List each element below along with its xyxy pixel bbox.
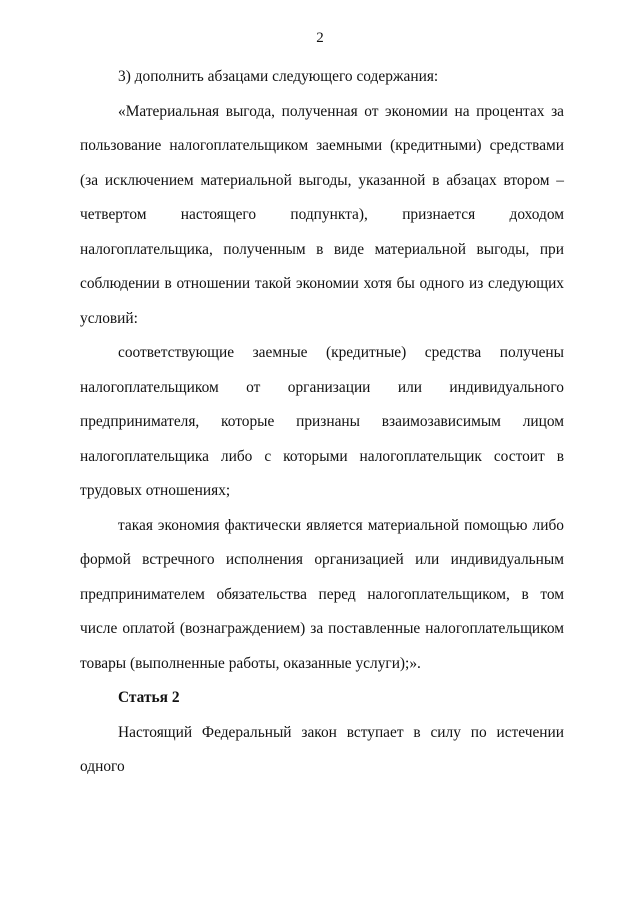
- document-body: [80, 60, 564, 785]
- paragraph-condition-1: соответствующие заемные (кредитные) средства получены налогоплательщиком от организации или индивидуального предпринимателя, которые признаны взаимозависимым лицом налогоплательщика либо с которыми налогоплательщик состоит в трудовых отношениях;: [80, 344, 564, 499]
- paragraph-amendment-intro: 3) дополнить абзацами следующего содержания:: [118, 68, 439, 85]
- page-number: 2: [316, 30, 324, 46]
- paragraph-material-benefit: «Материальная выгода, полученная от экономии на процентах за пользование налогоплательщиком заемными (кредитными) средствами (за исключением материальной выгоды, указанной в абзацах втором – четвертом настоящего подпункта), признается доходом налогоплательщика, полученным в виде материальной выгоды, при соблюдении в отношении такой экономии хотя бы одного из следующих условий:: [80, 102, 564, 327]
- paragraph-condition-2: такая экономия фактически является материальной помощью либо формой встречного исполнения организацией или индивидуальным предпринимателем обязательства перед налогоплательщиком, в том числе оплатой (вознаграждением) за поставленные налогоплательщиком товары (выполненные работы, оказанные услуги);».: [80, 516, 564, 672]
- paragraph-article-2: Настоящий Федеральный закон вступает в силу по истечении одного: [80, 723, 564, 775]
- article-heading: Статья 2: [118, 689, 180, 706]
